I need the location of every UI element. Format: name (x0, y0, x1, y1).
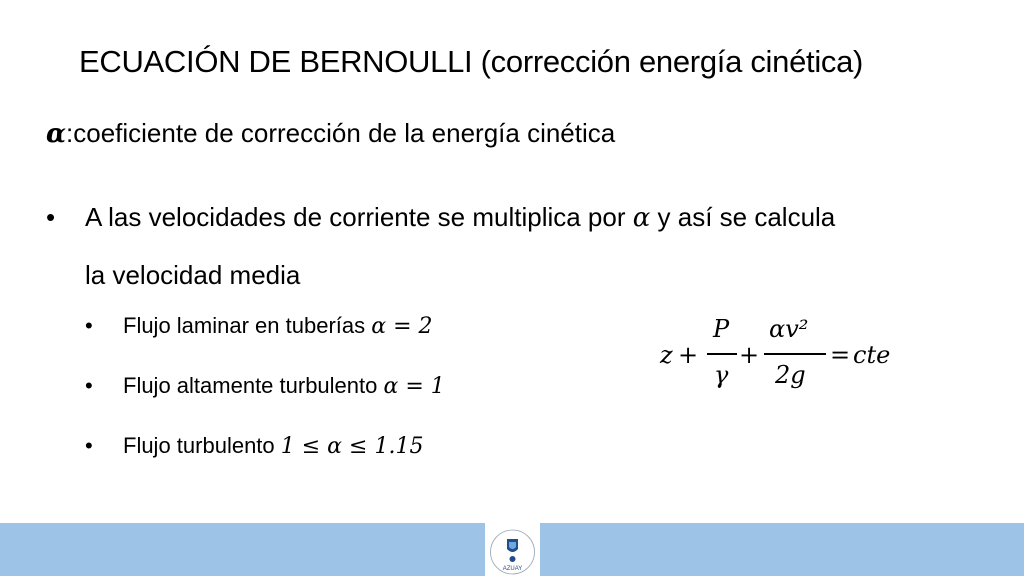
eq-denominator-2g: 2𝑔 (775, 361, 806, 389)
eq-plus-2: + (739, 341, 760, 369)
eq-numerator-alpha-v2: 𝛼𝑣² (769, 315, 809, 343)
alpha-definition (46, 118, 615, 149)
slide-title: ECUACIÓN DE BERNOULLI (corrección energía cinética) (79, 44, 864, 79)
university-logo (485, 523, 540, 576)
logo-text: AZUAY (502, 566, 523, 572)
bullet-marker: • (85, 313, 93, 338)
bullet-marker: • (85, 373, 93, 398)
alpha-inline: 𝛼 (632, 203, 651, 233)
eq-rhs-cte: 𝑐𝑡𝑒 (853, 341, 891, 369)
eq-fraction-bar-2 (764, 353, 826, 355)
sub-bullet-text: Flujo turbulento (123, 433, 281, 458)
main-bullet-text-post: y así se calcula (650, 202, 836, 232)
eq-plus-1: + (678, 341, 699, 369)
sub-bullet-content (123, 313, 433, 339)
eq-z: 𝑧 (660, 341, 673, 369)
bullet-marker: • (85, 433, 93, 458)
sub-bullet-text: Flujo laminar en tuberías (123, 313, 372, 338)
eq-equals: = (830, 341, 851, 369)
sub-bullet-math: 1 ≤ 𝛼 ≤ 1.15 (280, 434, 424, 459)
alpha-definition-text: :coeficiente de corrección de la energía cinética (66, 118, 616, 148)
alpha-symbol: 𝜶 (46, 119, 67, 149)
main-bullet-line1 (85, 188, 835, 247)
bullet-marker: • (46, 202, 56, 232)
sub-bullet-math: 𝛼 = 1 (383, 374, 445, 399)
sub-bullet-content (123, 433, 423, 459)
sub-bullet-math: 𝛼 = 2 (371, 314, 433, 339)
bernoulli-equation (660, 313, 910, 393)
sub-bullet-content (123, 373, 445, 399)
eq-denominator-gamma: 𝛾 (714, 361, 729, 389)
main-bullet-text-pre: A las velocidades de corriente se multiplica por (85, 202, 633, 232)
main-bullet-line2: la velocidad media (85, 260, 301, 290)
eq-numerator-p: 𝑃 (713, 315, 730, 343)
logo-emblem-icon (485, 523, 540, 576)
eq-fraction-bar-1 (707, 353, 737, 355)
sub-bullet-text: Flujo altamente turbulento (123, 373, 384, 398)
